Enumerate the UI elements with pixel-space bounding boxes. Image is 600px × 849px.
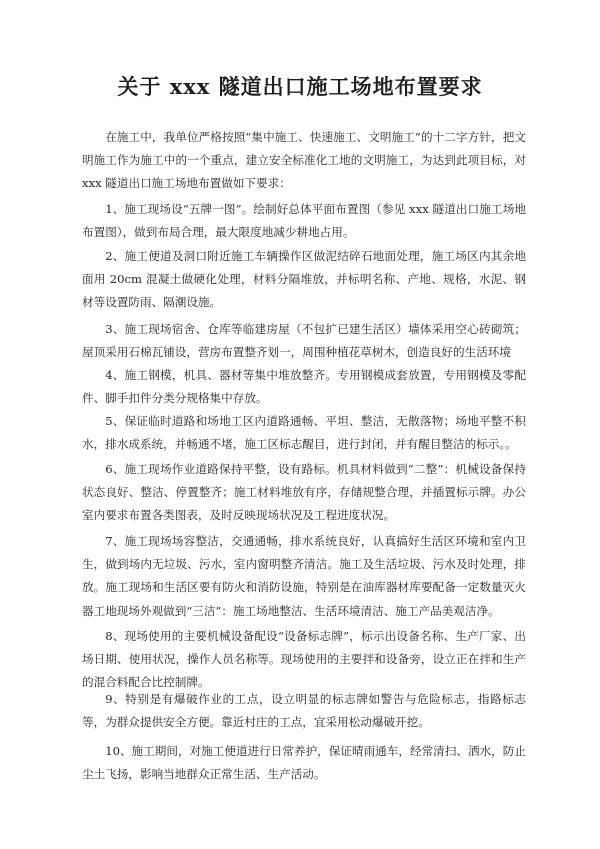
document-title: 关于 xxx 隧道出口施工场地布置要求: [117, 74, 483, 99]
requirement-10-paragraph: 10、施工期间，对施工便道进行日常养护，保证晴雨通车，经常清扫、洒水，防止尘土飞扬，影响当地群众正常生活、生产活动。: [82, 744, 526, 782]
requirement-7-paragraph: 7、施工现场场容整洁，交通通畅，排水系统良好，认真搞好生活区环境和室内卫生，做到场内无垃圾、污水，室内窗明整齐清洁。施工及生活垃圾、污水及时处理，排放。施工现场和生活区要有防火和消防设施，特别是在油库器材库要配备一定数量灭火器工地现场外观做到“三洁”：施工场地整洁、生活环境清洁、施工产品美观洁净。: [82, 534, 526, 618]
requirement-6-paragraph: 6、施工现场作业道路保持平整，设有路标。机具材料做到“二整”：机械设备保持状态良好、整洁、停置整齐；施工材料堆放有序，存储规整合理，并插置标示牌。办公室内要求布置各类图表，及时反映现场状况及工程进度状况。: [82, 462, 526, 523]
requirement-2-paragraph: 2、施工便道及洞口附近施工车辆操作区做泥结碎石地面处理，施工场区内其余地面用 20cm 混凝土做硬化处理，材料分隔堆放，并标明名称、产地、规格，水泥、钢材等设置防雨、隔潮设施。: [82, 249, 526, 310]
requirement-5-paragraph: 5、保证临时道路和场地工区内道路通畅、平坦、整洁，无散落物；场地平整不积水，排水成系统，并畅通不堵，施工区标志醒目，进行封闭，并有醒目整洁的标示。。: [82, 414, 526, 452]
requirement-1-paragraph: 1、施工现场设“五牌一图”。绘制好总体平面布置图（参见 xxx 隧道出口施工场地布置图），做到布局合理，最大限度地减少耕地占用。: [82, 202, 526, 240]
intro-paragraph: 在施工中，我单位严格按照“集中施工、快速施工、文明施工”的十二字方针，把文明施工作为施工中的一个重点，建立安全标准化工地的文明施工，为达到此项目标，对 xxx 隧道出口施工场地布置做如下要求：: [82, 130, 526, 191]
requirement-9-paragraph: 9、特别是有爆破作业的工点，设立明显的标志牌如警告与危险标志，指路标志等，为群众提供安全方便。靠近村庄的工点，宜采用松动爆破开挖。: [82, 692, 526, 730]
requirement-4-paragraph: 4、施工钢模，机具、器材等集中堆放整齐。专用钢模成套放置，专用钢模及零配件、脚手扣件分类分规格集中存放。: [82, 368, 526, 406]
requirement-8-paragraph: 8、现场使用的主要机械设备配设“设备标志牌”，标示出设备名称、生产厂家、出场日期、使用状况，操作人员名称等。现场使用的主要拌和设备旁，设立正在拌和生产的混合料配合比控制牌。: [82, 629, 526, 690]
requirement-3-paragraph: 3、施工现场宿舍、仓库等临建房屋（不包扩已建生活区）墙体采用空心砖砌筑；屋顶采用石棉瓦铺设，营房布置整齐划一，周围种植花草树木，创造良好的生活环境: [82, 322, 526, 360]
